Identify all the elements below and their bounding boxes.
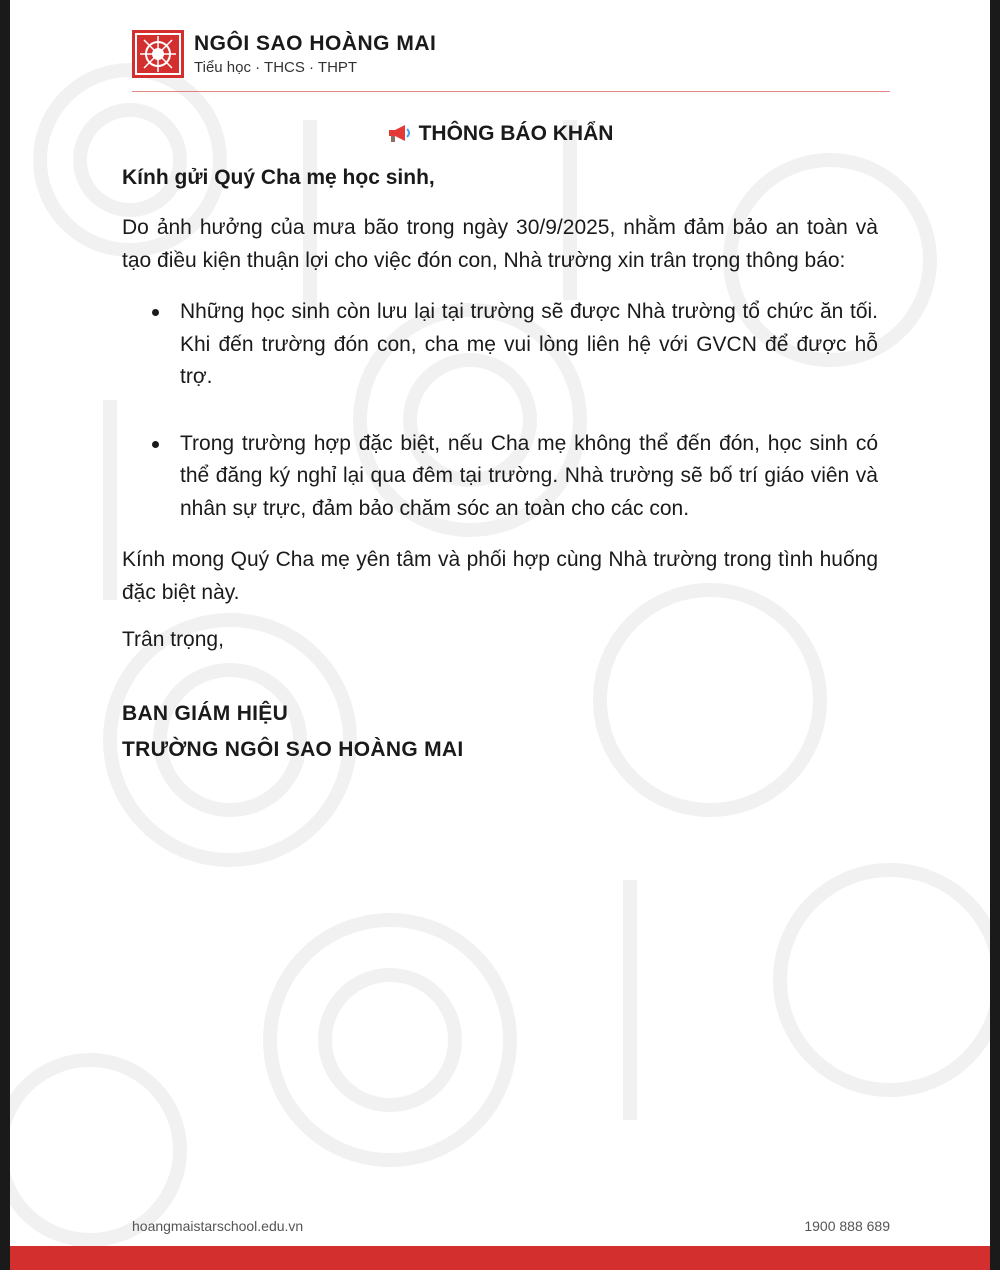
notice-title-text: THÔNG BÁO KHẨN bbox=[418, 122, 614, 145]
letter-body bbox=[122, 122, 878, 768]
regards: Trân trọng, bbox=[122, 628, 224, 651]
footer-accent-bar bbox=[10, 1246, 990, 1270]
intro-paragraph: Do ảnh hưởng của mưa bão trong ngày 30/9/2025, nhằm đảm bảo an toàn và tạo điều kiện thuận lợi cho việc đón con, Nhà trường xin trân trọng thông báo: bbox=[122, 216, 878, 272]
letter-sheet bbox=[10, 0, 990, 1270]
star-grid-logo-icon bbox=[132, 30, 184, 78]
list-item bbox=[122, 428, 878, 526]
bullet-dot-icon bbox=[152, 309, 159, 316]
scan-edge-right bbox=[990, 0, 1000, 1270]
list-item bbox=[122, 296, 878, 394]
megaphone-icon bbox=[387, 123, 413, 143]
notice-bullet-list bbox=[122, 296, 878, 525]
school-name: NGÔI SAO HOÀNG MAI bbox=[194, 32, 437, 55]
signature-school: TRƯỜNG NGÔI SAO HOÀNG MAI bbox=[122, 738, 464, 761]
notice-title bbox=[122, 122, 878, 146]
footer-website: hoangmaistarschool.edu.vn bbox=[132, 1218, 304, 1234]
school-levels: Tiểu học · THCS · THPT bbox=[194, 59, 358, 76]
closing-paragraph: Kính mong Quý Cha mẹ yên tâm và phối hợp cùng Nhà trường trong tình huống đặc biệt này. bbox=[122, 548, 878, 604]
bullet-text: Những học sinh còn lưu lại tại trường sẽ được Nhà trường tổ chức ăn tối. Khi đến trường đón con, cha mẹ vui lòng liên hệ với GVCN để được hỗ trợ. bbox=[180, 300, 878, 388]
header-divider bbox=[132, 91, 890, 92]
footer-phone: 1900 888 689 bbox=[804, 1218, 890, 1234]
bullet-text: Trong trường hợp đặc biệt, nếu Cha mẹ không thể đến đón, học sinh có thể đăng ký nghỉ lại qua đêm tại trường. Nhà trường sẽ bố trí giáo viên và nhân sự trực, đảm bảo chăm sóc an toàn cho các con. bbox=[180, 431, 878, 520]
bullet-dot-icon bbox=[152, 441, 159, 448]
greeting: Kính gửi Quý Cha mẹ học sinh, bbox=[122, 166, 435, 189]
scan-edge-left bbox=[0, 0, 10, 1270]
signature-board: BAN GIÁM HIỆU bbox=[122, 702, 289, 725]
